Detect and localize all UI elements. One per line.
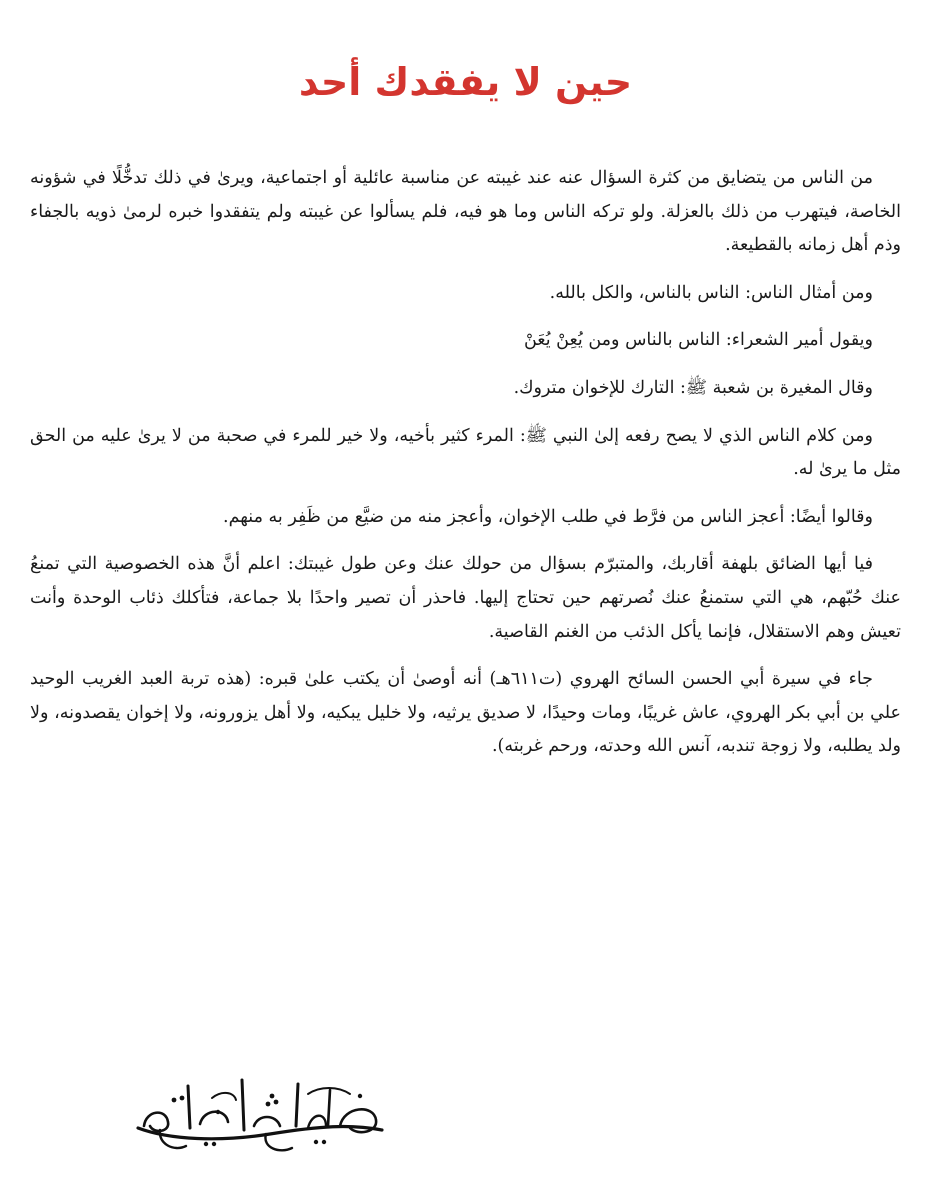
author-signature xyxy=(130,1068,390,1158)
paragraph-herawi-story: جاء في سيرة أبي الحسن السائح الهروي (ت٦١١هـ) أنه أوصىٰ أن يكتب علىٰ قبره: (هذه تربة العبد الغريب الوحيد علي بن أبي بكر الهروي، عاش غريبًا، ومات وحيدًا، لا صديق يرثيه، ولا خليل يبكيه، ولا أهل يزورونه، ولا إخوان يقصدونه، ولا ولد يطلبه، ولا زوجة تندبه، آنس الله وحدته، ورحم غربته). xyxy=(30,669,901,757)
paragraph-also-said: وقالوا أيضًا: أعجز الناس من فرَّط في طلب الإخوان، وأعجز منه من ضيَّع من ظَفِر به منهم. xyxy=(223,506,873,527)
document-title: حين لا يفقدك أحد xyxy=(298,60,633,104)
signature-calligraphy-icon xyxy=(130,1068,390,1158)
paragraph-proverb: ومن أمثال الناس: الناس بالناس، والكل بالله. xyxy=(549,282,873,303)
paragraph-mughira-quote: وقال المغيرة بن شعبة ﷺ: التارك للإخوان متروك. xyxy=(513,377,873,398)
paragraph-advice: فيا أيها الضائق بلهفة أقاربك، والمتبرّم بسؤال من حولك عنك وعن طول غيبتك: اعلم أنَّ هذه الخصوصية التي تمنعُ عنك حُبّهم، هي التي ستمنعُ عنك نُصرتهم حين تحتاج إليها. فاحذر أن تصير واحدًا بلا جماعة، فتأكلك ذئاب الوحدة وأنت تعيش وهم الاستقلال، فإنما يأكل الذئب من الغنم القاصية. xyxy=(30,554,901,642)
paragraph-intro: من الناس من يتضايق من كثرة السؤال عنه عند غيبته عن مناسبة عائلية أو اجتماعية، ويرىٰ في ذلك تدخُّلًا في شؤونه الخاصة، فيتهرب من ذلك بالعزلة. ولو تركه الناس وما هو فيه، فلم يسألوا عن غيبته ولم يتفقدوا خبره لرمىٰ ذويه بالجفاء وذم أهل زمانه بالقطيعة. xyxy=(30,168,901,256)
paragraph-poet-quote: ويقول أمير الشعراء: الناس بالناس ومن يُعِنْ يُعَنْ xyxy=(523,330,873,351)
document-body xyxy=(30,162,901,764)
paragraph-saying: ومن كلام الناس الذي لا يصح رفعه إلىٰ النبي ﷺ: المرء كثير بأخيه، ولا خير للمرء في صحبة من لا يرىٰ عليه من الحق مثل ما يرىٰ له. xyxy=(30,425,901,480)
